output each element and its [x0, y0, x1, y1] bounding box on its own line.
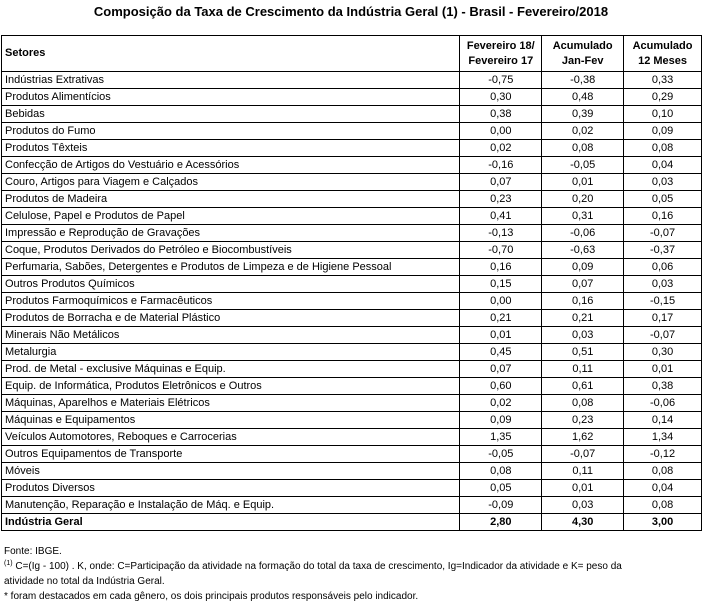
value-12m-cell: 0,06: [624, 259, 702, 276]
table-row: [2, 497, 702, 514]
table-row: [2, 208, 702, 225]
header-acumulado-12-meses: Acumulado 12 Meses: [624, 36, 702, 72]
sector-cell: Produtos Têxteis: [2, 140, 460, 157]
value-jan-fev-cell: 0,01: [542, 480, 624, 497]
table-row: [2, 259, 702, 276]
sector-cell: Celulose, Papel e Produtos de Papel: [2, 208, 460, 225]
value-fev-cell: 1,35: [460, 429, 542, 446]
value-jan-fev-cell: 0,39: [542, 106, 624, 123]
value-12m-cell: 0,14: [624, 412, 702, 429]
value-fev-cell: 0,09: [460, 412, 542, 429]
total-v3: 3,00: [624, 514, 702, 531]
value-12m-cell: 0,03: [624, 174, 702, 191]
sector-cell: Metalurgia: [2, 344, 460, 361]
table-row: [2, 225, 702, 242]
value-fev-cell: 0,45: [460, 344, 542, 361]
growth-table: [1, 35, 702, 531]
value-fev-cell: -0,13: [460, 225, 542, 242]
value-jan-fev-cell: -0,06: [542, 225, 624, 242]
table-row: [2, 276, 702, 293]
value-12m-cell: 0,33: [624, 72, 702, 89]
sector-cell: Produtos Alimentícios: [2, 89, 460, 106]
sector-cell: Outros Equipamentos de Transporte: [2, 446, 460, 463]
table-row: [2, 123, 702, 140]
sector-cell: Produtos de Madeira: [2, 191, 460, 208]
value-jan-fev-cell: 0,11: [542, 361, 624, 378]
value-jan-fev-cell: 0,03: [542, 497, 624, 514]
value-fev-cell: -0,16: [460, 157, 542, 174]
table-row: [2, 361, 702, 378]
value-fev-cell: -0,70: [460, 242, 542, 259]
value-fev-cell: 0,07: [460, 174, 542, 191]
table-row: [2, 242, 702, 259]
sector-cell: Impressão e Reprodução de Gravações: [2, 225, 460, 242]
table-row: [2, 480, 702, 497]
value-12m-cell: -0,07: [624, 225, 702, 242]
source-note: Fonte: IBGE.: [4, 546, 62, 557]
value-fev-cell: 0,21: [460, 310, 542, 327]
value-fev-cell: 0,15: [460, 276, 542, 293]
value-jan-fev-cell: -0,07: [542, 446, 624, 463]
table-row: [2, 140, 702, 157]
value-jan-fev-cell: 0,31: [542, 208, 624, 225]
value-jan-fev-cell: 0,01: [542, 174, 624, 191]
header-acumulado-jan-fev: Acumulado Jan-Fev: [542, 36, 624, 72]
sector-cell: Minerais Não Metálicos: [2, 327, 460, 344]
value-12m-cell: -0,06: [624, 395, 702, 412]
value-12m-cell: -0,15: [624, 293, 702, 310]
header-fevereiro: Fevereiro 18/ Fevereiro 17: [460, 36, 542, 72]
sector-cell: Produtos Diversos: [2, 480, 460, 497]
notes: [4, 544, 700, 604]
sector-cell: Couro, Artigos para Viagem e Calçados: [2, 174, 460, 191]
value-jan-fev-cell: 0,61: [542, 378, 624, 395]
value-12m-cell: 0,03: [624, 276, 702, 293]
value-12m-cell: 1,34: [624, 429, 702, 446]
value-jan-fev-cell: 1,62: [542, 429, 624, 446]
value-12m-cell: 0,38: [624, 378, 702, 395]
value-fev-cell: -0,75: [460, 72, 542, 89]
footnote-marker: (1): [4, 560, 13, 567]
sector-cell: Máquinas e Equipamentos: [2, 412, 460, 429]
sector-cell: Manutenção, Reparação e Instalação de Máq. e Equip.: [2, 497, 460, 514]
total-v1: 2,80: [460, 514, 542, 531]
sector-cell: Confecção de Artigos do Vestuário e Acessórios: [2, 157, 460, 174]
value-jan-fev-cell: 0,09: [542, 259, 624, 276]
value-fev-cell: 0,08: [460, 463, 542, 480]
sector-cell: Indústrias Extrativas: [2, 72, 460, 89]
value-fev-cell: 0,30: [460, 89, 542, 106]
table-row: [2, 72, 702, 89]
value-fev-cell: 0,07: [460, 361, 542, 378]
value-jan-fev-cell: 0,03: [542, 327, 624, 344]
value-12m-cell: 0,08: [624, 463, 702, 480]
value-12m-cell: 0,01: [624, 361, 702, 378]
value-jan-fev-cell: 0,48: [542, 89, 624, 106]
total-row: [2, 514, 702, 531]
header-setores: Setores: [2, 36, 460, 72]
value-fev-cell: 0,16: [460, 259, 542, 276]
value-fev-cell: 0,02: [460, 140, 542, 157]
sector-cell: Prod. de Metal - exclusive Máquinas e Equip.: [2, 361, 460, 378]
value-fev-cell: 0,02: [460, 395, 542, 412]
value-12m-cell: 0,09: [624, 123, 702, 140]
sector-cell: Bebidas: [2, 106, 460, 123]
value-fev-cell: 0,60: [460, 378, 542, 395]
footnote: $^{(1)}$ C=(Ig - 100) . K, onde: C=Participação da atividade na formação do total da taxa de crescimento, Ig=Indicador da atividade e K= peso da: [4, 560, 622, 572]
sector-cell: Outros Produtos Químicos: [2, 276, 460, 293]
value-12m-cell: 0,10: [624, 106, 702, 123]
value-12m-cell: 0,05: [624, 191, 702, 208]
table-row: [2, 157, 702, 174]
sector-cell: Veículos Automotores, Reboques e Carrocerias: [2, 429, 460, 446]
value-fev-cell: -0,05: [460, 446, 542, 463]
value-fev-cell: 0,38: [460, 106, 542, 123]
value-12m-cell: 0,29: [624, 89, 702, 106]
sector-cell: Produtos de Borracha e de Material Plástico: [2, 310, 460, 327]
table-row: [2, 106, 702, 123]
sector-cell: Equip. de Informática, Produtos Eletrônicos e Outros: [2, 378, 460, 395]
value-jan-fev-cell: 0,08: [542, 140, 624, 157]
sector-cell: Produtos do Fumo: [2, 123, 460, 140]
total-label: Indústria Geral: [2, 514, 460, 531]
value-jan-fev-cell: 0,51: [542, 344, 624, 361]
value-12m-cell: 0,08: [624, 140, 702, 157]
value-fev-cell: 0,00: [460, 123, 542, 140]
value-jan-fev-cell: -0,38: [542, 72, 624, 89]
value-jan-fev-cell: -0,63: [542, 242, 624, 259]
table-header-row: [2, 36, 702, 72]
sector-cell: Produtos Farmoquímicos e Farmacêuticos: [2, 293, 460, 310]
value-jan-fev-cell: 0,20: [542, 191, 624, 208]
value-fev-cell: -0,09: [460, 497, 542, 514]
table-row: [2, 412, 702, 429]
value-12m-cell: 0,04: [624, 157, 702, 174]
table-row: [2, 463, 702, 480]
value-12m-cell: -0,12: [624, 446, 702, 463]
table-row: [2, 89, 702, 106]
total-v2: 4,30: [542, 514, 624, 531]
sector-cell: Perfumaria, Sabões, Detergentes e Produtos de Limpeza e de Higiene Pessoal: [2, 259, 460, 276]
value-jan-fev-cell: 0,07: [542, 276, 624, 293]
highlight-note: * foram destacados em cada gênero, os dois principais produtos responsáveis pelo indicador.: [4, 591, 419, 602]
table-row: [2, 446, 702, 463]
value-jan-fev-cell: -0,05: [542, 157, 624, 174]
table-row: [2, 429, 702, 446]
value-jan-fev-cell: 0,08: [542, 395, 624, 412]
table-row: [2, 293, 702, 310]
value-12m-cell: 0,04: [624, 480, 702, 497]
value-fev-cell: 0,05: [460, 480, 542, 497]
value-fev-cell: 0,41: [460, 208, 542, 225]
footnote-continued: atividade no total da Indústria Geral.: [4, 576, 165, 587]
value-12m-cell: 0,08: [624, 497, 702, 514]
value-jan-fev-cell: 0,21: [542, 310, 624, 327]
value-12m-cell: -0,37: [624, 242, 702, 259]
value-jan-fev-cell: 0,11: [542, 463, 624, 480]
table-row: [2, 327, 702, 344]
table-row: [2, 344, 702, 361]
value-jan-fev-cell: 0,23: [542, 412, 624, 429]
value-fev-cell: 0,23: [460, 191, 542, 208]
table-body: [2, 72, 702, 514]
table-row: [2, 378, 702, 395]
value-12m-cell: 0,30: [624, 344, 702, 361]
value-jan-fev-cell: 0,16: [542, 293, 624, 310]
value-12m-cell: 0,17: [624, 310, 702, 327]
sector-cell: Móveis: [2, 463, 460, 480]
table-row: [2, 310, 702, 327]
table-row: [2, 191, 702, 208]
table-row: [2, 395, 702, 412]
value-jan-fev-cell: 0,02: [542, 123, 624, 140]
value-fev-cell: 0,00: [460, 293, 542, 310]
value-fev-cell: 0,01: [460, 327, 542, 344]
sector-cell: Máquinas, Aparelhos e Materiais Elétricos: [2, 395, 460, 412]
page-title: Composição da Taxa de Crescimento da Indústria Geral (1) - Brasil - Fevereiro/2018: [93, 4, 609, 19]
table-row: [2, 174, 702, 191]
value-12m-cell: -0,07: [624, 327, 702, 344]
sector-cell: Coque, Produtos Derivados do Petróleo e Biocombustíveis: [2, 242, 460, 259]
value-12m-cell: 0,16: [624, 208, 702, 225]
